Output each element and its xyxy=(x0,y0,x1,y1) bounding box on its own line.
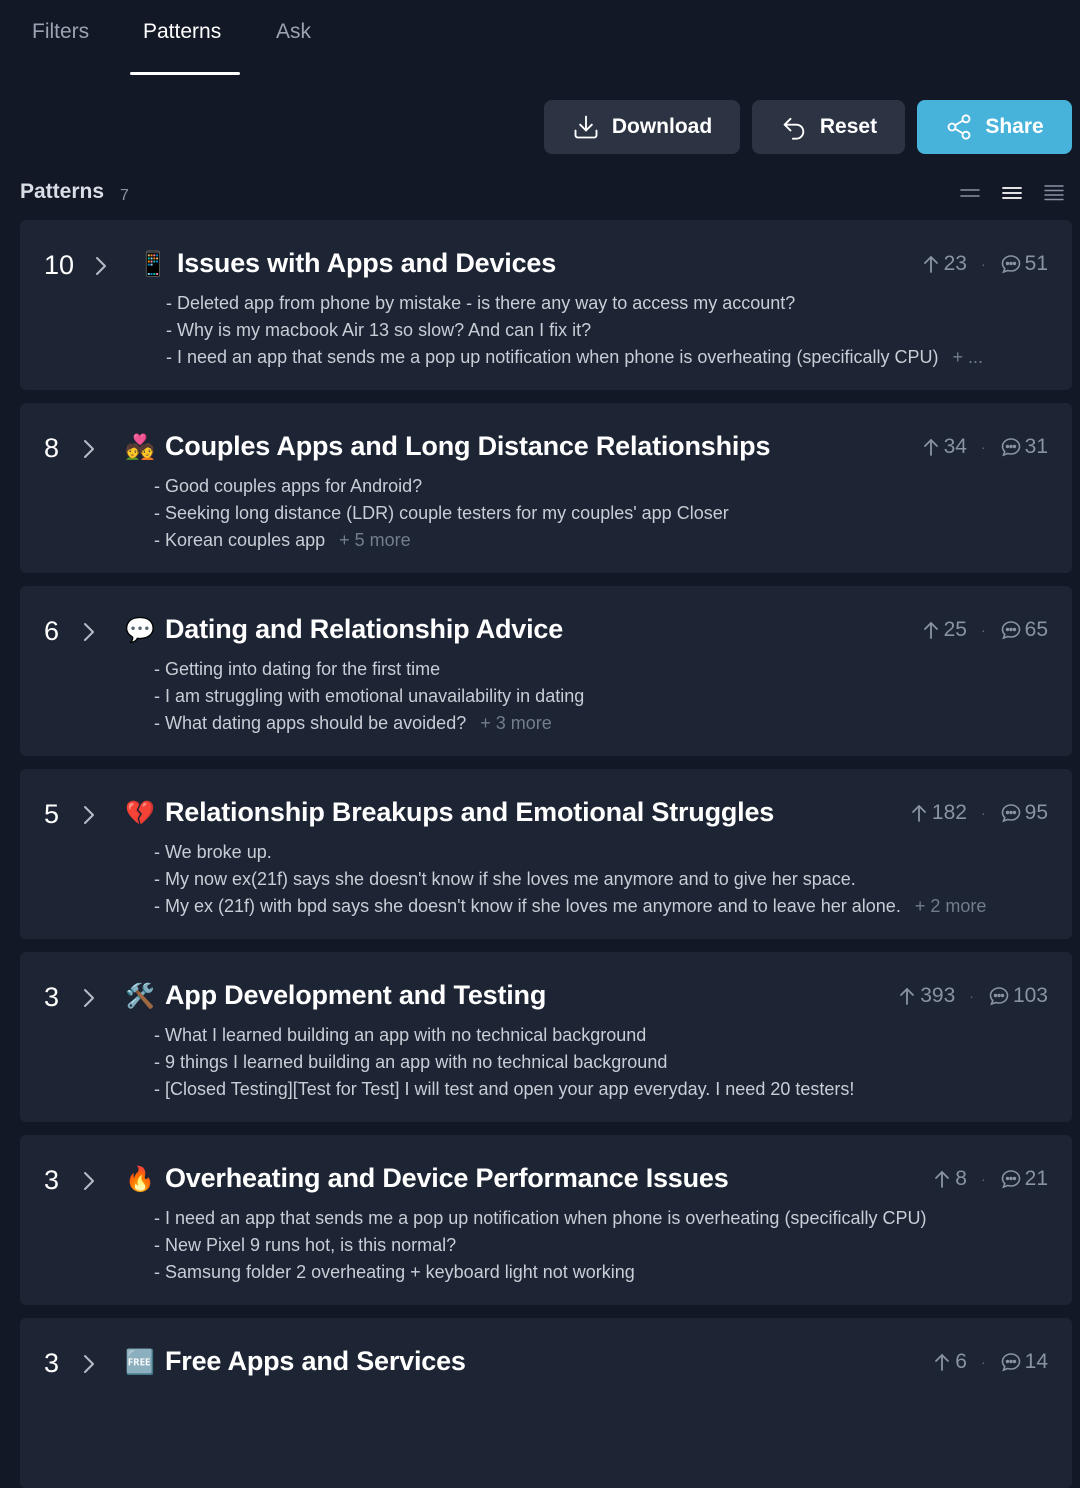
example-post[interactable]: - Seeking long distance (LDR) couple testers for my couples' app Closer xyxy=(154,503,729,523)
pattern-title[interactable]: Relationship Breakups and Emotional Struggles xyxy=(165,797,775,827)
share-button[interactable] xyxy=(917,100,1072,154)
pattern-examples xyxy=(154,1205,926,1286)
tab-filters[interactable]: Filters xyxy=(32,20,90,43)
pattern-title[interactable]: Overheating and Device Performance Issues xyxy=(165,1163,729,1193)
tab-patterns[interactable]: Patterns xyxy=(143,20,222,43)
upvote-count: 182 xyxy=(931,801,967,824)
more-link[interactable]: + 2 more xyxy=(914,896,987,916)
comment-count: 103 xyxy=(1012,984,1048,1007)
comment-icon xyxy=(988,985,1010,1007)
comment-icon xyxy=(1000,1168,1022,1190)
tab-bar xyxy=(0,0,1080,80)
stats-separator: · xyxy=(980,1354,986,1370)
pattern-count: 3 xyxy=(44,1348,60,1378)
share-icon xyxy=(945,113,973,141)
download-button[interactable] xyxy=(544,100,740,154)
example-post[interactable]: - Good couples apps for Android? xyxy=(154,476,423,496)
section-count: 7 xyxy=(120,187,129,204)
more-link[interactable]: + ... xyxy=(952,347,983,367)
comment-count: 51 xyxy=(1024,252,1048,275)
reset-label: Reset xyxy=(819,115,878,138)
pattern-examples xyxy=(154,839,986,920)
pattern-title[interactable]: Issues with Apps and Devices xyxy=(177,248,557,278)
chevron-right-icon[interactable] xyxy=(82,622,96,642)
example-post[interactable]: - [Closed Testing][Test for Test] I will test and open your app everyday. I need 20 testers! xyxy=(154,1079,855,1099)
chevron-right-icon[interactable] xyxy=(82,439,96,459)
example-post[interactable]: - Why is my macbook Air 13 so slow? And can I fix it? xyxy=(166,320,592,340)
pattern-title[interactable]: App Development and Testing xyxy=(165,980,547,1010)
more-link[interactable]: + 3 more xyxy=(480,713,552,733)
chevron-right-icon[interactable] xyxy=(82,988,96,1008)
pattern-count: 3 xyxy=(44,1165,60,1195)
active-tab-indicator xyxy=(130,72,240,75)
example-post-text[interactable]: - I need an app that sends me a pop up notification when phone is overheating (specifically CPU) xyxy=(166,347,939,367)
example-post-text[interactable]: - Korean couples app xyxy=(154,530,326,550)
pattern-stats xyxy=(933,1167,1048,1191)
pattern-stats xyxy=(898,984,1048,1008)
comment-icon xyxy=(1000,619,1022,641)
example-post[interactable]: - My now ex(21f) says she doesn't know if she loves me anymore and to give her space. xyxy=(154,869,856,889)
example-post-text[interactable]: - What dating apps should be avoided? xyxy=(154,713,467,733)
pattern-count: 3 xyxy=(44,982,60,1012)
pattern-count: 5 xyxy=(44,799,60,829)
comment-count: 14 xyxy=(1024,1350,1048,1373)
stats-separator: · xyxy=(980,805,986,821)
example-post[interactable]: - I am struggling with emotional unavailability in dating xyxy=(154,686,585,706)
upvote-count: 25 xyxy=(943,618,967,641)
download-icon xyxy=(572,113,600,141)
chevron-right-icon[interactable] xyxy=(94,256,108,276)
share-label: Share xyxy=(985,115,1044,138)
stats-separator: · xyxy=(969,988,974,1004)
density-compact-icon[interactable] xyxy=(959,182,981,204)
chevron-right-icon[interactable] xyxy=(82,805,96,825)
density-normal-icon[interactable] xyxy=(1001,182,1023,204)
pattern-card[interactable] xyxy=(20,1318,1072,1488)
example-post xyxy=(154,527,729,554)
pattern-card[interactable] xyxy=(20,952,1072,1122)
upvote-icon xyxy=(922,254,940,274)
comment-count: 31 xyxy=(1024,435,1048,458)
example-post[interactable]: - New Pixel 9 runs hot, is this normal? xyxy=(154,1235,457,1255)
pattern-stats xyxy=(922,252,1048,276)
undo-icon xyxy=(780,113,808,141)
pattern-count: 8 xyxy=(44,433,60,463)
upvote-icon xyxy=(922,620,940,640)
tab-ask[interactable]: Ask xyxy=(276,20,312,43)
pattern-stats xyxy=(933,1350,1048,1374)
density-expanded-icon[interactable] xyxy=(1043,182,1065,204)
pattern-stats xyxy=(922,618,1048,642)
pattern-card[interactable] xyxy=(20,220,1072,390)
comment-count: 65 xyxy=(1024,618,1048,641)
upvote-count: 34 xyxy=(943,435,967,458)
stats-separator: · xyxy=(980,256,986,272)
pattern-emoji-icon: 💬 xyxy=(125,617,155,644)
pattern-emoji-icon: 🛠️ xyxy=(125,983,155,1010)
upvote-icon xyxy=(933,1169,951,1189)
comment-icon xyxy=(1000,802,1022,824)
example-post[interactable]: - Samsung folder 2 overheating + keyboard light not working xyxy=(154,1262,635,1282)
example-post xyxy=(154,893,986,920)
pattern-examples xyxy=(154,1022,854,1103)
comment-count: 21 xyxy=(1024,1167,1048,1190)
pattern-emoji-icon: 🔥 xyxy=(125,1166,155,1193)
comment-count: 95 xyxy=(1024,801,1048,824)
upvote-icon xyxy=(933,1352,951,1372)
example-post[interactable]: - Getting into dating for the first time xyxy=(154,659,441,679)
stats-separator: · xyxy=(980,439,986,455)
pattern-card[interactable] xyxy=(20,586,1072,756)
reset-button[interactable] xyxy=(752,100,905,154)
pattern-card[interactable] xyxy=(20,769,1072,939)
example-post[interactable]: - Deleted app from phone by mistake - is there any way to access my account? xyxy=(166,293,796,313)
more-link[interactable]: + 5 more xyxy=(339,530,411,550)
chevron-right-icon[interactable] xyxy=(82,1171,96,1191)
stats-separator: · xyxy=(980,622,986,638)
upvote-count: 6 xyxy=(955,1350,967,1373)
upvote-icon xyxy=(922,437,940,457)
pattern-emoji-icon: 💔 xyxy=(125,800,155,827)
upvote-icon xyxy=(898,986,916,1006)
upvote-icon xyxy=(910,803,928,823)
section-title: Patterns xyxy=(20,180,105,203)
comment-icon xyxy=(1000,1351,1022,1373)
upvote-count: 393 xyxy=(920,984,956,1007)
example-post xyxy=(154,710,584,737)
download-label: Download xyxy=(611,115,713,138)
pattern-stats xyxy=(922,435,1048,459)
pattern-count: 10 xyxy=(44,250,75,280)
example-post xyxy=(166,344,983,371)
pattern-examples xyxy=(154,473,729,554)
comment-icon xyxy=(1000,436,1022,458)
pattern-title[interactable]: Dating and Relationship Advice xyxy=(165,614,564,644)
example-post[interactable]: - What I learned building an app with no technical background xyxy=(154,1025,647,1045)
example-post[interactable]: - We broke up. xyxy=(154,842,272,862)
pattern-count: 6 xyxy=(44,616,60,646)
example-post[interactable]: - I need an app that sends me a pop up notification when phone is overheating (specifically CPU) xyxy=(154,1208,927,1228)
pattern-examples xyxy=(166,290,983,371)
pattern-examples xyxy=(154,656,584,737)
chevron-right-icon[interactable] xyxy=(82,1354,96,1374)
pattern-emoji-icon: 💑 xyxy=(125,434,155,461)
pattern-stats xyxy=(910,801,1048,825)
pattern-card[interactable] xyxy=(20,403,1072,573)
upvote-count: 23 xyxy=(943,252,967,275)
pattern-emoji-icon: 📱 xyxy=(138,251,168,278)
stats-separator: · xyxy=(980,1171,986,1187)
comment-icon xyxy=(1000,253,1022,275)
upvote-count: 8 xyxy=(955,1167,967,1190)
pattern-title[interactable]: Couples Apps and Long Distance Relationships xyxy=(165,431,771,461)
example-post[interactable]: - 9 things I learned building an app with no technical background xyxy=(154,1052,668,1072)
example-post-text[interactable]: - My ex (21f) with bpd says she doesn't know if she loves me anymore and to leave her alone. xyxy=(154,896,901,916)
pattern-emoji-icon: 🆓 xyxy=(125,1349,155,1376)
pattern-title[interactable]: Free Apps and Services xyxy=(165,1346,466,1376)
pattern-card[interactable] xyxy=(20,1135,1072,1305)
